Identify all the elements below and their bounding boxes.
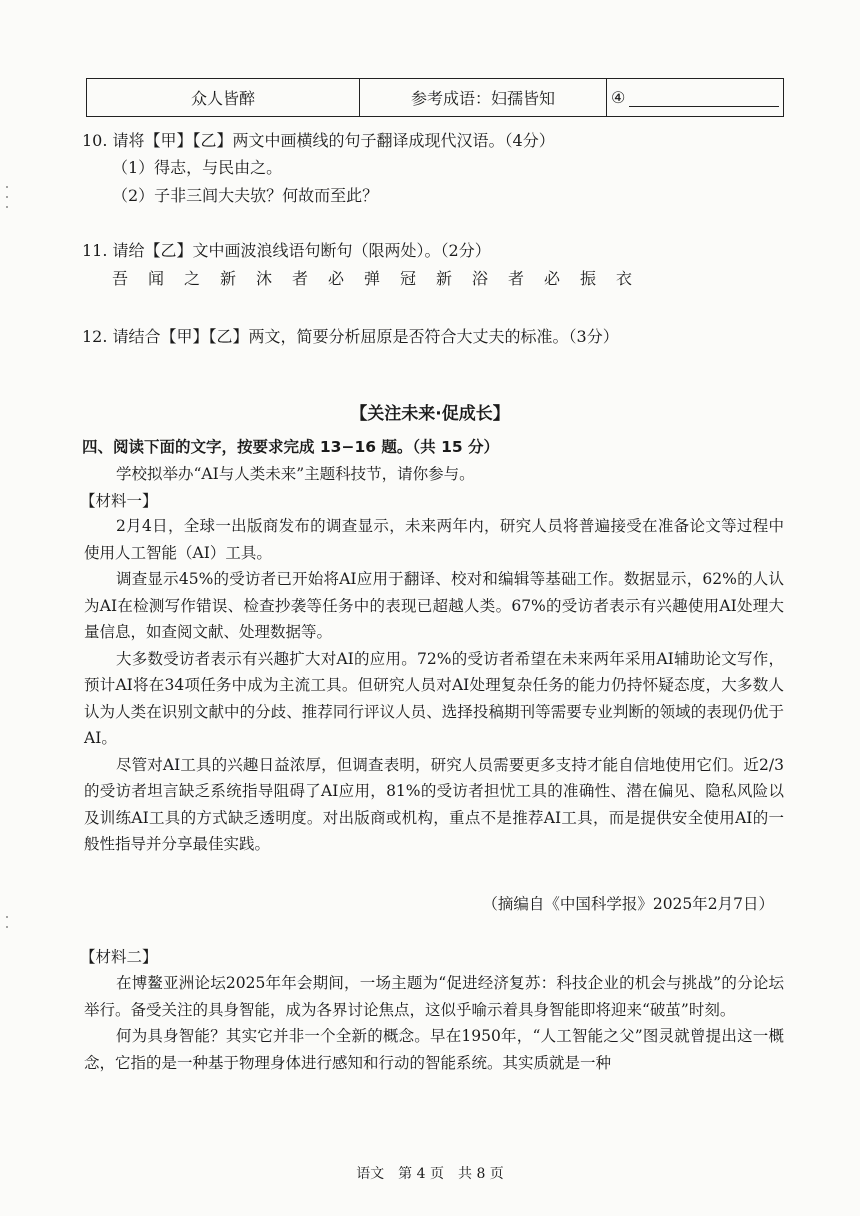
- question-10-item-1: （1）得志，与民由之。: [112, 158, 283, 177]
- sentence-char: 沐: [256, 269, 273, 288]
- sentence-char: 冠: [400, 269, 417, 288]
- sentence-char: 弹: [364, 269, 381, 288]
- question-12: 12. 请结合【甲】【乙】两文，简要分析屈原是否符合大丈夫的标准。（3分）: [82, 327, 619, 346]
- paragraph: 在博鳌亚洲论坛2025年年会期间，一场主题为“促进经济复苏：科技企业的机会与挑战”的分论坛举行。备受关注的具身智能，成为各界讨论焦点，这似乎喻示着具身智能即将迎来“破茧”时刻。: [84, 974, 784, 1019]
- sentence-char: 振: [580, 269, 597, 288]
- sentence-char: 新: [436, 269, 453, 288]
- paragraph: 尽管对AI工具的兴趣日益浓厚，但调查表明，研究人员需要更多支持才能自信地使用它们。近2/3的受访者坦言缺乏系统指导阻碍了AI应用，81%的受访者担忧工具的准确性、潜在偏见、隐私风险以及训练AI工具的方式缺乏透明度。对出版商或机构，重点不是推荐AI工具，而是提供安全使用AI的一般性指导并分享最佳实践。: [84, 755, 784, 853]
- material-1-label: 【材料一】: [80, 492, 158, 510]
- table-row: [87, 79, 784, 117]
- margin-mark: [6, 196, 8, 198]
- section-title: 【关注未来·促成长】: [350, 404, 510, 424]
- sentence-char: 浴: [472, 269, 489, 288]
- sentence-char: 衣: [616, 269, 633, 288]
- paragraph: 调查显示45%的受访者已开始将AI应用于翻译、校对和编辑等基础工作。数据显示，62%的人认为AI在检测写作错误、检查抄袭等任务中的表现已超越人类。67%的受访者表示有兴趣使用AI处理大量信息，如查阅文献、处理数据等。: [84, 570, 784, 641]
- question-11: 11. 请给【乙】文中画波浪线语句断句（限两处）。（2分）: [82, 241, 491, 260]
- section-intro: 学校拟举办“AI与人类未来”主题科技节，请你参与。: [116, 465, 475, 483]
- answer-number: ④: [611, 88, 626, 107]
- sentence-char: 之: [184, 269, 201, 288]
- sentence-char: 必: [544, 269, 561, 288]
- question-11-sentence: [112, 266, 652, 289]
- material-1-body: [84, 513, 784, 858]
- margin-mark: [6, 926, 8, 928]
- margin-mark: [6, 186, 8, 188]
- paragraph: 大多数受访者表示有兴趣扩大对AI的应用。72%的受访者希望在未来两年采用AI辅助论文写作，预计AI将在34项任务中成为主流工具。但研究人员对AI处理复杂任务的能力仍持怀疑态度，大多数人认为人类在识别文献中的分歧、推荐同行评议人员、选择投稿期刊等需要专业判断的领域的表现仍优于AI。: [84, 649, 784, 747]
- sentence-char: 必: [328, 269, 345, 288]
- table-cell-reference: 参考成语：妇孺皆知: [360, 79, 607, 117]
- paragraph: 2月4日，全球一出版商发布的调查显示，未来两年内，研究人员将普遍接受在准备论文等过程中使用人工智能（AI）工具。: [84, 517, 784, 562]
- section-heading: 四、阅读下面的文字，按要求完成 13−16 题。（共 15 分）: [82, 438, 500, 456]
- page-footer: 语文 第 4 页 共 8 页: [356, 1166, 504, 1182]
- material-2-body: [84, 970, 784, 1076]
- material-2-label: 【材料二】: [80, 948, 158, 966]
- sentence-char: 新: [220, 269, 237, 288]
- answer-blank[interactable]: [629, 88, 779, 107]
- margin-mark: [6, 206, 8, 208]
- margin-mark: [6, 916, 8, 918]
- question-10-item-2: （2）子非三闾大夫欤？何故而至此？: [112, 186, 379, 205]
- sentence-char: 者: [508, 269, 525, 288]
- sentence-char: 闻: [148, 269, 165, 288]
- idiom-table: [86, 78, 784, 117]
- material-1-source: （摘编自《中国科学报》2025年2月7日）: [482, 895, 774, 913]
- sentence-char: 吾: [112, 269, 129, 288]
- paragraph: 何为具身智能？其实它并非一个全新的概念。早在1950年，“人工智能之父”图灵就曾提出这一概念，它指的是一种基于物理身体进行感知和行动的智能系统。其实质就是一种: [84, 1027, 784, 1072]
- sentence-char: 者: [292, 269, 309, 288]
- question-10: 10. 请将【甲】【乙】两文中画横线的句子翻译成现代汉语。（4分）: [82, 131, 555, 150]
- table-cell-phrase: 众人皆醉: [190, 89, 255, 108]
